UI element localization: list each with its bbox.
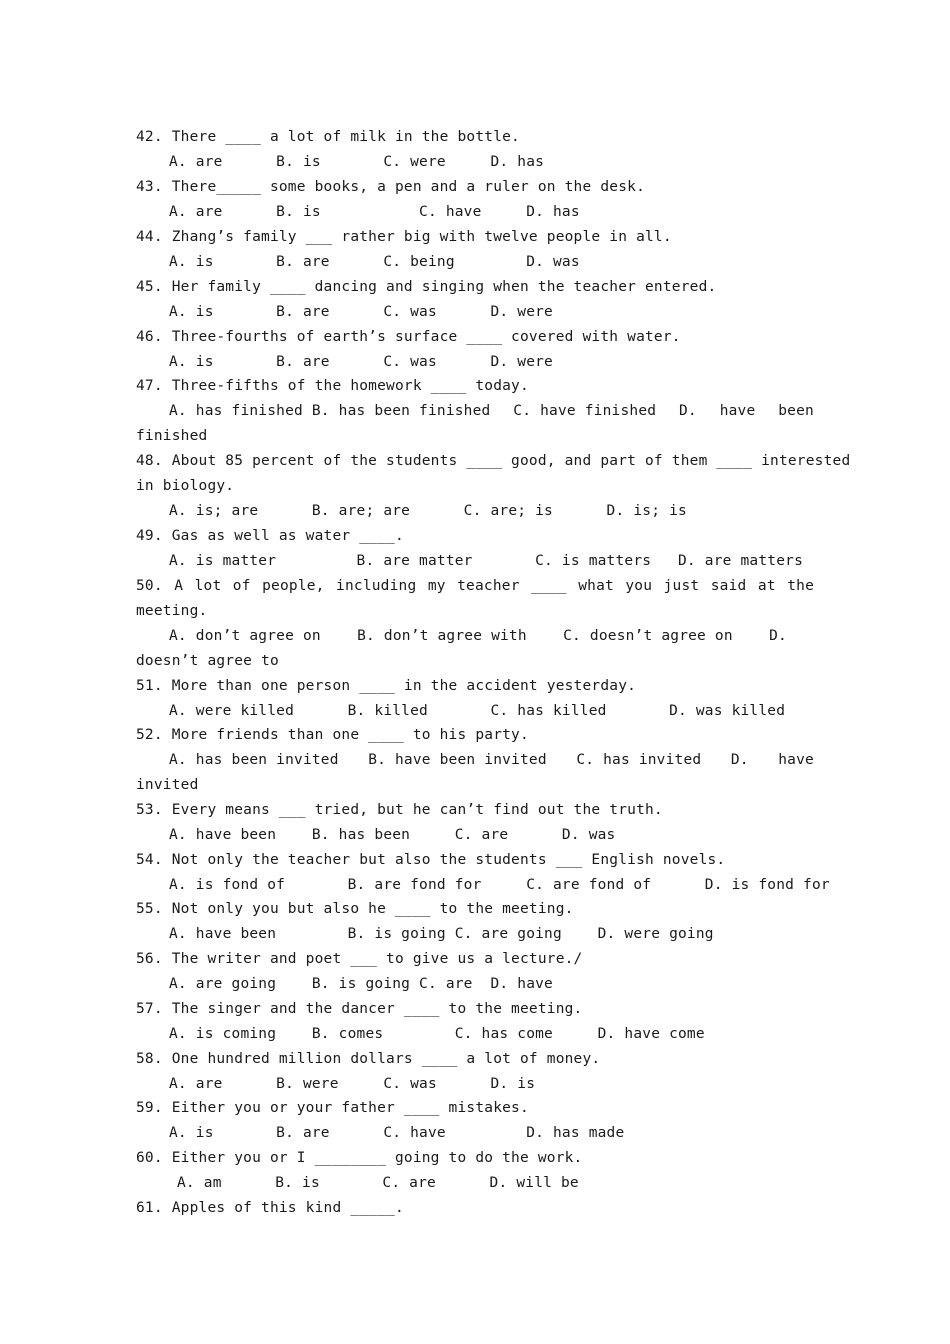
question-54-stem: 54. Not only the teacher but also the students ___ English novels. [136,852,726,868]
question-44-options: A. is B. are C. being D. was [169,254,580,270]
question-44-stem: 44. Zhang’s family ___ rather big with twelve people in all. [136,229,672,245]
question-42-stem: 42. There ____ a lot of milk in the bottle. [136,129,520,145]
question-50-stem-cont: meeting. [136,603,208,619]
question-43-options: A. are B. is C. have D. has [169,204,580,220]
question-52-options [169,750,814,770]
option-text: C. doesn’t agree on [563,628,733,644]
option-text: C. has invited [576,752,702,768]
question-47-options [169,401,814,421]
word: what [578,578,614,594]
question-52-options-cont: invited [136,777,199,793]
question-55-stem: 55. Not only you but also he ____ to the meeting. [136,901,574,917]
question-42-options: A. are B. is C. were D. has [169,154,545,170]
question-53-stem: 53. Every means ___ tried, but he can’t find out the truth. [136,802,663,818]
word: my [427,578,446,594]
question-51-stem: 51. More than one person ____ in the accident yesterday. [136,678,637,694]
word: people, [262,578,325,594]
question-45-options: A. is B. are C. was D. were [169,304,553,320]
question-52-stem: 52. More friends than one ____ to his party. [136,727,529,743]
word: lot [194,578,222,594]
word: A [174,578,184,594]
word: teacher [457,578,520,594]
question-57-stem: 57. The singer and the dancer ____ to the meeting. [136,1001,583,1017]
question-61-stem: 61. Apples of this kind _____. [136,1200,404,1216]
question-50-options [169,626,787,646]
question-60-options: A. am B. is C. are D. will be [177,1175,579,1191]
question-49-stem: 49. Gas as well as water ____. [136,528,404,544]
question-46-options: A. is B. are C. was D. were [169,354,553,370]
word: just [663,578,700,594]
question-54-options: A. is fond of B. are fond for C. are fond of D. is fond for [169,877,830,893]
option-text: D. [769,628,787,644]
option-text: B. have been invited [368,752,547,768]
question-57-options: A. is coming B. comes C. has come D. have come [169,1026,705,1042]
word: the [787,578,814,594]
question-60-stem: 60. Either you or I ________ going to do the work. [136,1150,583,1166]
option-text: C. have finished [513,403,657,419]
question-48-options: A. is; are B. are; are C. are; is D. is; is [169,503,687,519]
word: said [710,578,747,594]
option-text: have [778,752,814,768]
word: at [757,578,776,594]
word: including [336,578,417,594]
question-50-stem [136,576,814,596]
question-56-stem: 56. The writer and poet ___ to give us a lecture./ [136,951,583,967]
option-text: A. has been invited [169,752,339,768]
word: of [232,578,251,594]
question-48-stem: 48. About 85 percent of the students ____ good, and part of them ____ interested [136,453,851,469]
option-text: been [778,403,814,419]
question-46-stem: 46. Three-fourths of earth’s surface ____ covered with water. [136,329,681,345]
question-48-stem-cont: in biology. [136,478,235,494]
question-59-stem: 59. Either you or your father ____ mistakes. [136,1100,529,1116]
option-text: D. [679,403,697,419]
option-text: A. has finished B. has been finished [169,403,491,419]
question-47-options-cont: finished [136,428,208,444]
question-45-stem: 45. Her family ____ dancing and singing when the teacher entered. [136,279,717,295]
option-text: have [719,403,756,419]
question-43-stem: 43. There_____ some books, a pen and a ruler on the desk. [136,179,645,195]
question-58-options: A. are B. were C. was D. is [169,1076,536,1092]
question-50-options-cont: doesn’t agree to [136,653,279,669]
question-55-options: A. have been B. is going C. are going D. were going [169,926,714,942]
question-51-options: A. were killed B. killed C. has killed D. was killed [169,703,786,719]
question-59-options: A. is B. are C. have D. has made [169,1125,625,1141]
question-49-options: A. is matter B. are matter C. is matters D. are matters [169,553,804,569]
option-text: D. [730,752,749,768]
question-58-stem: 58. One hundred million dollars ____ a lot of money. [136,1051,601,1067]
word: 50. [136,578,163,594]
option-text: A. don’t agree on [169,628,321,644]
word: you [625,578,653,594]
question-56-options: A. are going B. is going C. are D. have [169,976,553,992]
question-53-options: A. have been B. has been C. are D. was [169,827,616,843]
word: ____ [531,578,567,594]
question-47-stem: 47. Three-fifths of the homework ____ today. [136,378,529,394]
option-text: B. don’t agree with [357,628,527,644]
